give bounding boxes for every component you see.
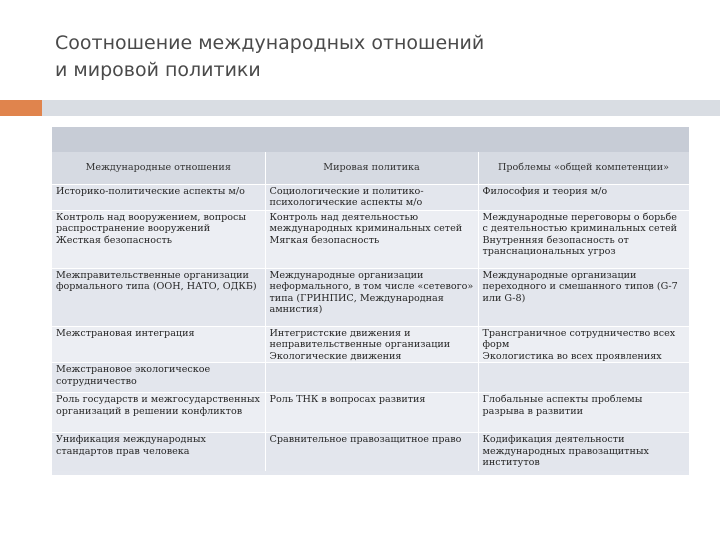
table-cell	[478, 326, 689, 363]
cell-text: Кодификация деятельности международных правозащитных институтов	[482, 434, 649, 469]
table-cell	[265, 393, 478, 433]
table-cell	[478, 184, 689, 210]
cell-text: Интегристские движения и неправительственные организации	[269, 327, 451, 351]
column-header-international-relations: Международные отношения	[52, 152, 265, 184]
table-row	[52, 363, 689, 393]
table-cell	[265, 268, 478, 326]
column-header-world-politics: Мировая политика	[265, 152, 478, 184]
cell-text: Межстрановое экологическое сотрудничество	[56, 364, 211, 387]
table-row	[52, 433, 689, 471]
cell-text: Сравнительное правозащитное право	[269, 434, 462, 446]
comparison-table	[52, 152, 690, 471]
table-cell	[265, 363, 478, 393]
cell-text: Роль ТНК в вопросах развития	[269, 394, 426, 406]
cell-text: Международные организации неформального, в том числе «сетевого» типа (ГРИНПИС, Международная амнистия)	[269, 269, 474, 316]
cell-text: Контроль над деятельностью международных криминальных сетей	[269, 211, 463, 235]
cell-text: Роль государств и межгосударственных организаций в решении конфликтов	[56, 394, 260, 417]
table-row	[52, 393, 689, 433]
table-top-band	[52, 127, 689, 152]
table-cell	[52, 433, 265, 471]
cell-text: Международные организации переходного и смешанного типов (G-7 или G-8)	[482, 269, 678, 304]
cell-text: Философия и теория м/о	[482, 185, 608, 197]
table-row	[52, 210, 689, 268]
table-cell	[478, 210, 689, 268]
table-cell	[478, 363, 689, 393]
accent-bar	[0, 100, 42, 116]
slide-title-line-2: и мировой политики	[55, 59, 261, 81]
table-cell	[265, 433, 478, 471]
table-cell	[265, 184, 478, 210]
table-cell	[52, 268, 265, 326]
table-row	[52, 268, 689, 326]
cell-text: Унификация международных стандартов прав человека	[56, 434, 206, 457]
table-row	[52, 326, 689, 363]
slide-title-line-1: Соотношение международных отношений	[55, 32, 485, 54]
cell-text: Межстрановая интеграция	[56, 327, 195, 339]
cell-text: Межправительственные организации формального типа (ООН, НАТО, ОДКБ)	[56, 269, 257, 293]
comparison-table-container	[52, 127, 689, 475]
table-cell	[478, 433, 689, 471]
table-cell	[52, 393, 265, 433]
cell-text: Жесткая безопасность	[56, 234, 172, 246]
table-cell	[478, 393, 689, 433]
cell-text: Трансграничное сотрудничество всех форм	[482, 327, 676, 351]
cell-text: Экологические движения	[269, 350, 402, 362]
cell-text: Контроль над вооружением, вопросы распространение вооружений	[56, 211, 247, 235]
header-divider-bar	[42, 100, 720, 116]
cell-text: Внутренняя безопасность от транснациональных угроз	[482, 234, 629, 258]
table-cell	[52, 363, 265, 393]
table-cell	[478, 268, 689, 326]
cell-text: Международные переговоры о борьбе с деятельностью криминальных сетей	[482, 211, 678, 235]
cell-text: Экологистика во всех проявлениях	[482, 350, 662, 362]
table-body	[52, 184, 689, 471]
table-row	[52, 184, 689, 210]
cell-text: Историко-политические аспекты м/о	[56, 185, 245, 197]
table-cell	[265, 210, 478, 268]
table-cell	[265, 326, 478, 363]
table-cell	[52, 184, 265, 210]
column-header-common-competence: Проблемы «общей компетенции»	[478, 152, 689, 184]
table-cell	[52, 210, 265, 268]
table-header-row	[52, 152, 689, 184]
cell-text: Социологические и политико-психологические аспекты м/о	[269, 185, 424, 209]
cell-text: Мягкая безопасность	[269, 234, 380, 246]
cell-text: Глобальные аспекты проблемы разрыва в развитии	[482, 394, 643, 417]
slide-title	[55, 30, 675, 84]
table-cell	[52, 326, 265, 363]
